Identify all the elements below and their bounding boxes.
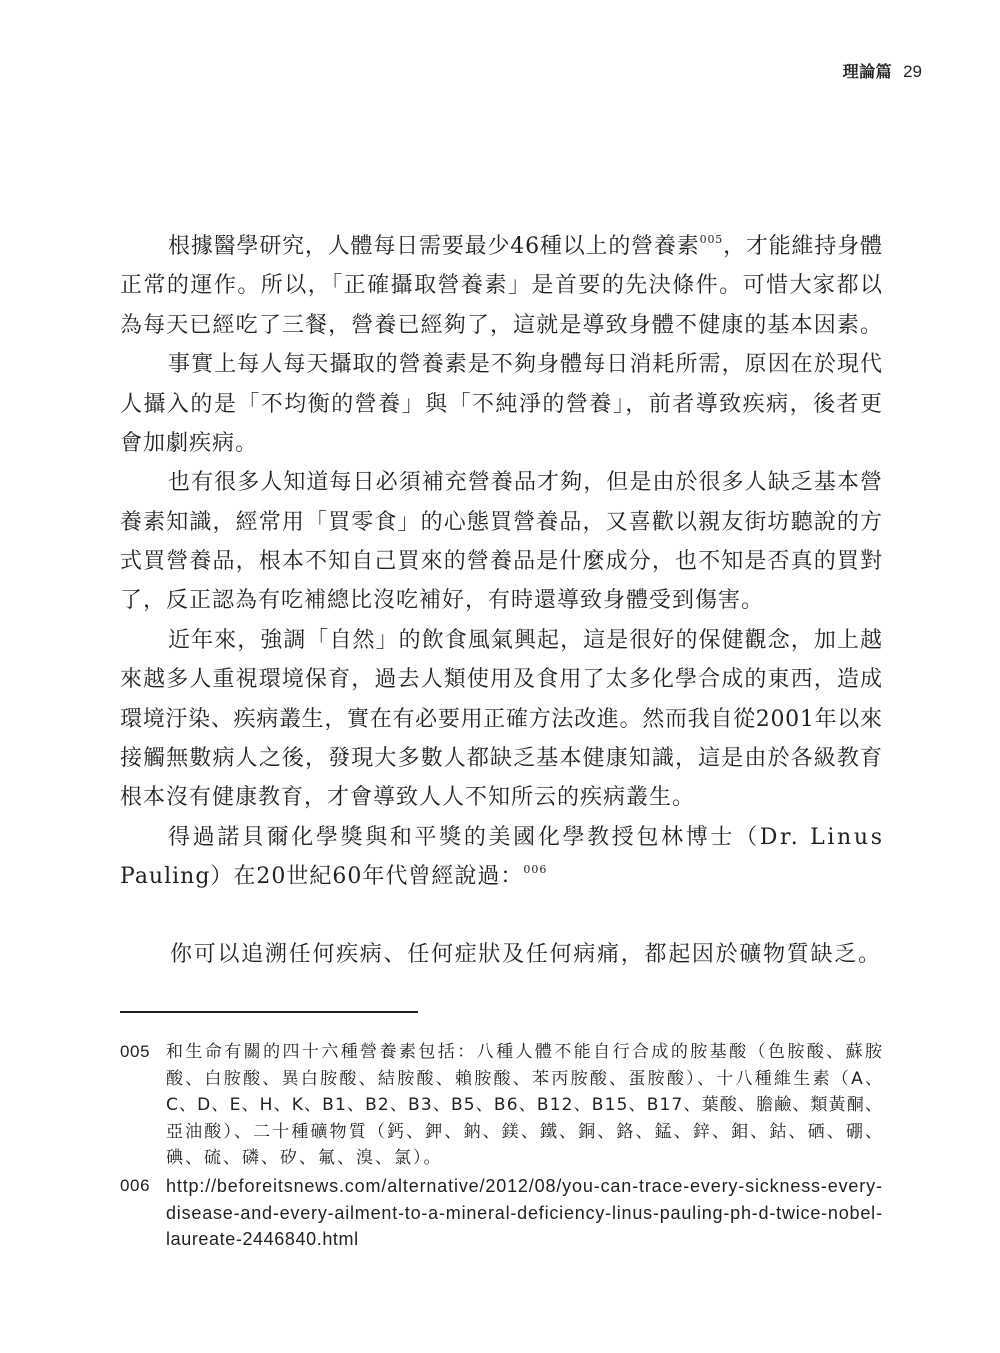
body-line: 人攝入的是「不均衡的營養」與「不純淨的營養」，前者導致疾病，後者更: [120, 391, 884, 417]
footnote-url-line: http://beforeitsnews.com/alternative/2012/08/you-can-trace-every-sickness-every-: [166, 1176, 883, 1196]
body-line: 近年來，強調「自然」的飲食風氣興起，這是很好的保健觀念，加上越: [168, 627, 884, 653]
body-line: 得過諾貝爾化學獎與和平獎的美國化學教授包林博士（Dr. Linus: [168, 824, 885, 850]
body-text: [120, 227, 885, 896]
body-line-text: Pauling）在20世紀60年代曾經說過：: [120, 864, 524, 889]
body-line: [168, 227, 882, 266]
footnote-body: [166, 1039, 885, 1172]
footnote: [120, 1039, 885, 1172]
body-line: 會加劇疾病。: [120, 430, 259, 456]
paragraph: [120, 463, 882, 621]
body-line: 也有很多人知道每日必須補充營養品才夠，但是由於很多人缺乏基本營: [168, 470, 884, 496]
footnote-number: 006: [120, 1176, 151, 1195]
paragraph: [120, 227, 882, 345]
body-line: 養素知識，經常用「買零食」的心態買營養品，又喜歡以親友街坊聽說的方: [120, 509, 884, 535]
page-number: 29: [903, 62, 922, 81]
footnotes: [120, 1039, 885, 1253]
body-line: 為每天已經吃了三餐，營養已經夠了，這就是導致身體不健康的基本因素。: [120, 312, 884, 338]
footnote: [120, 1173, 882, 1253]
footnote-line: 酸、白胺酸、異白胺酸、結胺酸、賴胺酸、苯丙胺酸、蛋胺酸）、十八種維生素（A、: [166, 1068, 885, 1089]
footnote-number: 005: [120, 1042, 151, 1061]
footnote-line: 和生命有關的四十六種營養素包括：八種人體不能自行合成的胺基酸（色胺酸、蘇胺: [166, 1042, 885, 1062]
footnote-url-line: disease-and-every-ailment-to-a-mineral-deficiency-linus-pauling-ph-d-twice-nobel-: [166, 1202, 883, 1223]
body-line: 式買營養品，根本不知自己買來的營養品是什麼成分，也不知是否真的買對: [120, 549, 884, 574]
body-line: 接觸無數病人之後，發現大多數人都缺乏基本健康知識，這是由於各級教育: [120, 745, 884, 771]
body-line-text: 根據醫學研究，人體每日需要最少46種以上的營養素: [168, 234, 700, 259]
footnote-ref: 005: [699, 232, 724, 246]
body-line: 事實上每人每天攝取的營養素是不夠身體每日消耗所需，原因在於現代: [168, 352, 884, 378]
footnote-line: 亞油酸）、二十種礦物質（鈣、鉀、鈉、鎂、鐵、銅、鉻、錳、鋅、鉬、鈷、硒、硼、: [166, 1121, 885, 1142]
body-line-text: ，才能維持身體: [723, 234, 883, 259]
footnote-divider: [120, 1011, 418, 1013]
body-line: 根本沒有健康教育，才會導致人人不知所云的疾病叢生。: [120, 785, 696, 811]
body-line: 來越多人重視環境保育，過去人類使用及食用了太多化學合成的東西，造成: [120, 667, 884, 693]
paragraph: [120, 345, 882, 463]
quotation: 你可以追溯任何疾病、任何症狀及任何病痛，都起因於礦物質缺乏。: [170, 942, 882, 967]
body-line: 了，反正認為有吃補總比沒吃補好，有時還導致身體受到傷害。: [120, 588, 765, 614]
body-line: 環境汙染、疾病叢生，實在有必要用正確方法改進。然而我自從2001年以來: [120, 706, 883, 732]
paragraph: [120, 818, 885, 897]
footnote-ref: 006: [523, 862, 548, 876]
footnote-url-line: laureate-2446840.html: [166, 1229, 359, 1249]
running-header: [843, 61, 922, 83]
footnote-line: 碘、硫、磷、矽、氟、溴、氯）。: [166, 1148, 443, 1168]
footnote-body: [166, 1173, 882, 1253]
paragraph: [120, 621, 882, 818]
body-line: 正常的運作。所以，「正確攝取營養素」是首要的先決條件。可惜大家都以: [120, 273, 884, 299]
footnote-line: C、D、E、H、K、B1、B2、B3、B5、B6、B12、B15、B17、葉酸、膽鹼、類黃酮、: [166, 1095, 884, 1115]
body-line: [120, 857, 882, 896]
section-title: 理論篇: [842, 62, 893, 81]
